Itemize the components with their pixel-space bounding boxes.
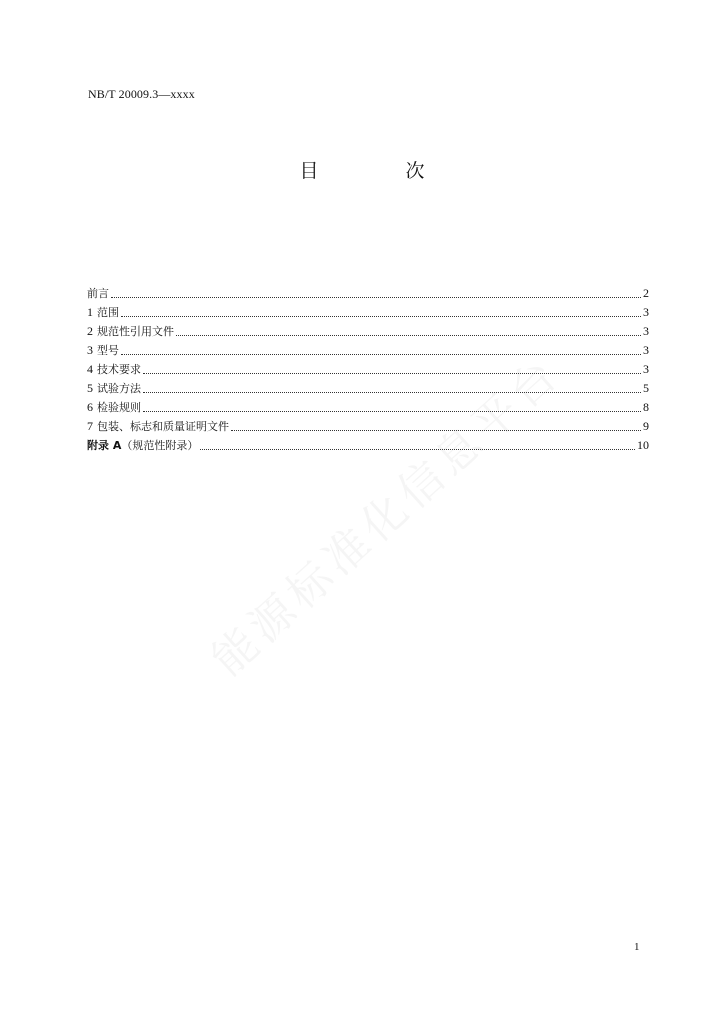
toc-leader-dots xyxy=(121,353,641,355)
toc-entry-technical-requirements[interactable] xyxy=(87,360,649,379)
toc-entry-annex-a[interactable] xyxy=(87,436,649,455)
toc-entry-page: 2 xyxy=(643,286,649,300)
toc-entry-page: 3 xyxy=(643,324,649,338)
table-of-contents xyxy=(87,284,649,455)
toc-entry-label: 1 范围 xyxy=(87,305,119,319)
toc-leader-dots xyxy=(231,429,641,431)
toc-entry-label: 附录 A（规范性附录） xyxy=(87,439,199,452)
toc-leader-dots xyxy=(143,391,641,393)
toc-entry-label: 前言 xyxy=(87,287,109,300)
toc-entry-page: 3 xyxy=(643,305,649,319)
toc-entry-label: 3 型号 xyxy=(87,343,119,357)
toc-leader-dots xyxy=(121,315,641,317)
toc-entry-normative-references[interactable] xyxy=(87,322,649,341)
toc-entry-label: 6 检验规则 xyxy=(87,400,141,414)
toc-entry-packaging[interactable] xyxy=(87,417,649,436)
document-code: NB/T 20009.3—xxxx xyxy=(88,87,195,101)
toc-entry-page: 8 xyxy=(643,400,649,414)
toc-leader-dots xyxy=(143,410,641,412)
toc-entry-inspection-rules[interactable] xyxy=(87,398,649,417)
toc-title: 目 次 xyxy=(299,160,459,182)
toc-entry-page: 10 xyxy=(637,438,649,452)
toc-entry-page: 5 xyxy=(643,381,649,395)
toc-entry-label: 4 技术要求 xyxy=(87,362,141,376)
toc-entry-label: 7 包装、标志和质量证明文件 xyxy=(87,419,229,433)
toc-leader-dots xyxy=(143,372,641,374)
toc-entry-test-methods[interactable] xyxy=(87,379,649,398)
watermark: 能源标准化信息平台 xyxy=(202,347,571,687)
toc-entry-scope[interactable] xyxy=(87,303,649,322)
toc-entry-label: 2 规范性引用文件 xyxy=(87,324,174,338)
toc-leader-dots xyxy=(111,296,641,298)
toc-entry-foreword[interactable] xyxy=(87,284,649,303)
toc-entry-page: 3 xyxy=(643,362,649,376)
toc-entry-model[interactable] xyxy=(87,341,649,360)
toc-entry-label: 5 试验方法 xyxy=(87,381,141,395)
page-number: 1 xyxy=(634,941,640,953)
toc-leader-dots xyxy=(176,334,641,336)
toc-entry-page: 3 xyxy=(643,343,649,357)
toc-leader-dots xyxy=(200,448,635,450)
toc-entry-page: 9 xyxy=(643,419,649,433)
